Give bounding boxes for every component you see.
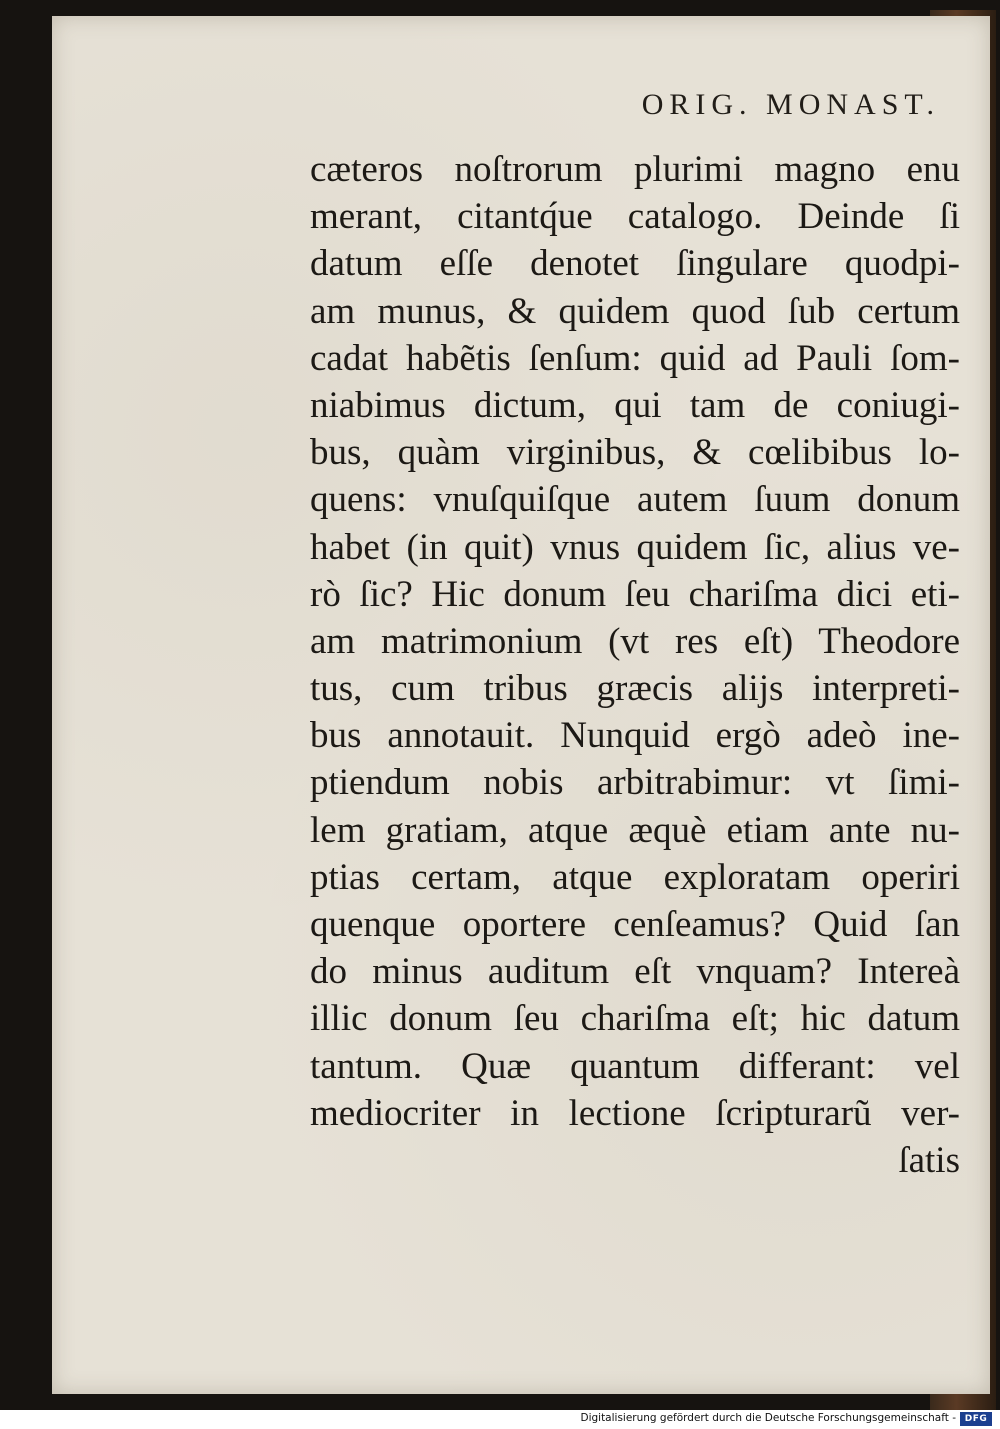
funding-credit: Digitalisierung gefördert durch die Deutsche Forschungsgemeinschaft - (580, 1412, 956, 1424)
page-text-block (310, 146, 960, 1184)
book-page (52, 16, 990, 1394)
text-line: ptias certam, atque exploratam operiri (310, 856, 960, 898)
text-line: quens: vnuſquiſque autem ſuum donum (310, 479, 960, 521)
text-line: illic donum ſeu chariſma eſt; hic datum (310, 998, 960, 1040)
text-line: cæteros noſtrorum plurimi magno enu (310, 149, 960, 190)
text-line: tantum. Quæ quantum differant: vel (310, 1045, 960, 1087)
text-line: merant, citantq́ue catalogo. Deinde ſi (310, 196, 960, 238)
dfg-logo-icon: DFG (960, 1412, 992, 1426)
text-line: tus, cum tribus græcis alijs interpreti- (310, 668, 960, 710)
text-line: do minus auditum eſt vnquam? Intereà (310, 951, 960, 993)
running-head: ORIG. MONAST. (641, 88, 940, 121)
text-line: datum eſſe denotet ſingulare quodpi- (310, 243, 960, 285)
text-line: ptiendum nobis arbitrabimur: vt ſimi- (310, 762, 960, 804)
text-line: am matrimonium (vt res eſt) Theodore (310, 620, 960, 662)
text-line: rò ſic? Hic donum ſeu chariſma dici eti- (310, 573, 960, 615)
text-line: lem gratiam, atque æquè etiam ante nu- (310, 809, 960, 851)
text-line: niabimus dictum, qui tam de coniugi- (310, 384, 960, 426)
text-line: cadat habẽtis ſenſum: quid ad Pauli ſom- (310, 337, 960, 379)
text-line: habet (in quit) vnus quidem ſic, alius ve- (310, 526, 960, 568)
catchword: ſatis (898, 1139, 960, 1181)
text-line: quenque oportere cenſeamus? Quid ſan (310, 904, 960, 945)
text-line: mediocriter in lectione ſcripturarũ ver- (310, 1092, 960, 1134)
text-line: bus, quàm virginibus, & cœlibibus lo- (310, 432, 960, 474)
text-line: am munus, & quidem quod ſub certum (310, 290, 960, 332)
text-line: bus annotauit. Nunquid ergò adeò ine- (310, 715, 960, 757)
